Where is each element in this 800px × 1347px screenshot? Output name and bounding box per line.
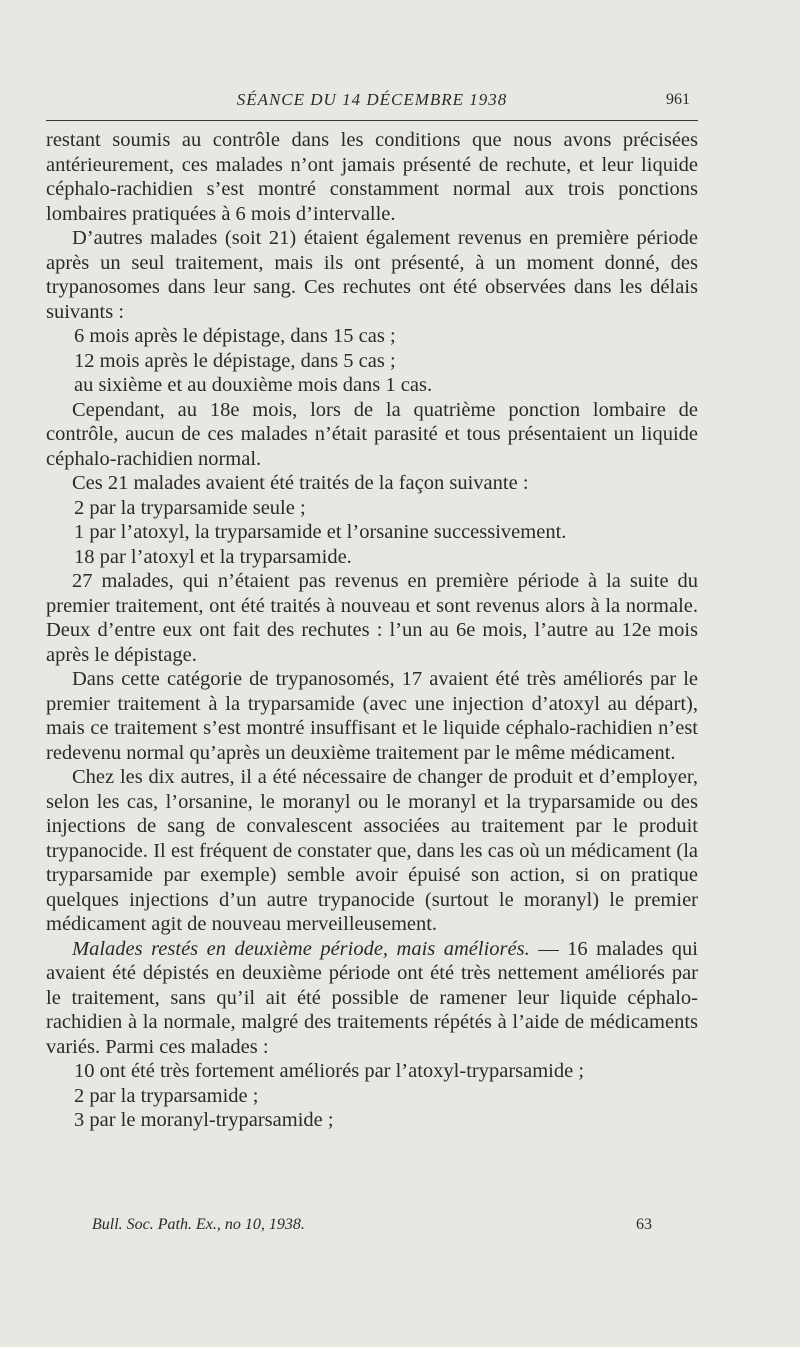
page-header bbox=[46, 90, 698, 121]
running-head: SÉANCE DU 14 DÉCEMBRE 1938 bbox=[236, 90, 508, 109]
paragraph: Cependant, au 18e mois, lors de la quatrième ponction lombaire de contrôle, aucun de ces malades n’était parasité et tous présentaient un liquide céphalo-rachidien normal. bbox=[46, 398, 698, 470]
body-text bbox=[46, 128, 698, 1133]
list-item: au sixième et au douxième mois dans 1 cas. bbox=[74, 374, 433, 396]
paragraph-text: — 16 malades qui avaient été dépistés en deuxième période ont été très nettement améliorés par le traitement, sans qu’il ait été possible de ramener leur liquide céphalo-rachidien à la normale, malgré des traitements répétés à l’aide de médicaments variés. Parmi ces malades : bbox=[46, 937, 698, 1058]
list-item: 10 ont été très fortement améliorés par l’atoxyl-tryparsamide ; bbox=[74, 1060, 585, 1082]
page-number: 961 bbox=[666, 91, 690, 108]
paragraph: 27 malades, qui n’étaient pas revenus en première période à la suite du premier traitement, ont été traités à nouveau et sont revenus alors à la normale. Deux d’entre eux ont fait des rechutes : l’un au 6e mois, l’autre au 12e mois après le dépistage. bbox=[46, 570, 698, 666]
list-item: 12 mois après le dépistage, dans 5 cas ; bbox=[74, 349, 396, 372]
section-lead: Malades restés en deuxième période, mais améliorés. bbox=[72, 937, 530, 960]
page-footer bbox=[92, 1216, 652, 1234]
list-item: 2 par la tryparsamide seule ; bbox=[74, 496, 306, 519]
list-item: 3 par le moranyl-tryparsamide ; bbox=[74, 1109, 334, 1131]
paragraph: Dans cette catégorie de trypanosomés, 17 avaient été très améliorés par le premier traitement à la tryparsamide (avec une injection d’atoxyl au départ), mais ce traitement s’est montré insuffisant et le liquide céphalo-rachidien n’est redevenu normal qu’après un deuxième traitement par le même médicament. bbox=[46, 668, 698, 764]
list-item: 6 mois après le dépistage, dans 15 cas ; bbox=[74, 325, 396, 347]
paragraph: D’autres malades (soit 21) étaient également revenus en première période après un seul traitement, mais ils ont présenté, à un moment donné, des trypanosomes dans leur sang. Ces rechutes ont été observées dans les délais suivants : bbox=[46, 227, 698, 323]
list-item: 2 par la tryparsamide ; bbox=[74, 1084, 259, 1107]
paragraph: Ces 21 malades avaient été traités de la façon suivante : bbox=[72, 472, 529, 494]
list-item: 18 par l’atoxyl et la tryparsamide. bbox=[74, 545, 352, 568]
paragraph: Chez les dix autres, il a été nécessaire de changer de produit et d’employer, selon les cas, l’orsanine, le moranyl ou le moranyl et la tryparsamide ou des injections de sang de convalescent associées au traitement par le produit trypanocide. Il est fréquent de constater que, dans les cas où un médicament (la tryparsamide par exemple) semble avoir épuisé son action, si on pratique quelques injections d’un autre trypanocide (surtout le moranyl) le premier médicament agit de nouveau merveilleusement. bbox=[46, 766, 698, 935]
paragraph bbox=[46, 937, 698, 1060]
journal-citation: Bull. Soc. Path. Ex., no 10, 1938. bbox=[92, 1216, 305, 1233]
list-item: 1 par l’atoxyl, la tryparsamide et l’orsanine successivement. bbox=[74, 521, 567, 543]
paragraph: restant soumis au contrôle dans les conditions que nous avons précisées antérieurement, ces malades n’ont jamais présenté de rechute, et leur liquide céphalo-rachidien s’est montré constamment normal aux trois ponctions lombaires pratiquées à 6 mois d’intervalle. bbox=[46, 129, 698, 225]
sheet-number: 63 bbox=[636, 1216, 652, 1233]
